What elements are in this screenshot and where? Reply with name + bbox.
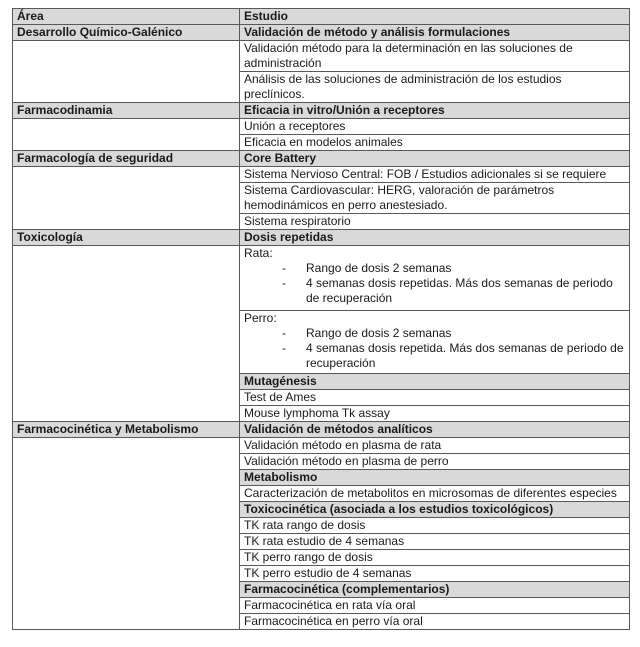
study-subheading: Farmacocinética (complementarios): [240, 582, 630, 598]
section-row: [13, 151, 630, 167]
table-header-row: [13, 9, 630, 25]
study-item: Sistema Cardiovascular: HERG, valoración de parámetros hemodinámicos en perro anestesiado.: [240, 183, 630, 214]
rata-block: [240, 246, 630, 311]
study-item: TK rata estudio de 4 semanas: [240, 534, 630, 550]
study-item: Farmacocinética en perro vía oral: [240, 614, 630, 630]
dash-bullet: -: [282, 326, 286, 340]
study-item: TK rata rango de dosis: [240, 518, 630, 534]
study-table: [12, 8, 630, 630]
area-label: Farmacodinamia: [13, 103, 240, 119]
section-row: [13, 422, 630, 438]
list-item: [244, 326, 625, 341]
header-estudio: Estudio: [240, 9, 630, 25]
list-item-text: Rango de dosis 2 semanas: [306, 261, 452, 275]
study-item: Sistema Nervioso Central: FOB / Estudios adicionales si se requiere: [240, 167, 630, 183]
study-item: TK perro rango de dosis: [240, 550, 630, 566]
area-label: Farmacocinética y Metabolismo: [13, 422, 240, 438]
study-item: Mouse lymphoma Tk assay: [240, 406, 630, 422]
section-row: [13, 230, 630, 246]
list-item-text: Rango de dosis 2 semanas: [306, 326, 452, 340]
area-label: Desarrollo Químico-Galénico: [13, 25, 240, 41]
study-item: Validación método para la determinación en las soluciones de administración: [240, 41, 630, 72]
list-item: [244, 341, 625, 371]
table-row: [13, 438, 630, 454]
study-item: Unión a receptores: [240, 119, 630, 135]
area-spacer: [13, 119, 240, 151]
header-area: Área: [13, 9, 240, 25]
study-heading: Eficacia in vitro/Unión a receptores: [240, 103, 630, 119]
table-row: [13, 119, 630, 135]
study-item: Análisis de las soluciones de administración de los estudios preclínicos.: [240, 72, 630, 103]
dash-bullet: -: [282, 261, 286, 275]
area-spacer: [13, 246, 240, 422]
table-row: [13, 246, 630, 311]
study-item: Eficacia en modelos animales: [240, 135, 630, 151]
section-row: [13, 25, 630, 41]
study-item: Caracterización de metabolitos en microsomas de diferentes especies: [240, 486, 630, 502]
list-item: [244, 261, 625, 276]
study-item: Validación método en plasma de rata: [240, 438, 630, 454]
table-row: [13, 167, 630, 183]
dash-bullet: -: [282, 276, 286, 290]
study-heading: Validación de métodos analíticos: [240, 422, 630, 438]
study-subheading: Mutagénesis: [240, 374, 630, 390]
study-subheading: Metabolismo: [240, 470, 630, 486]
section-row: [13, 103, 630, 119]
perro-label: Perro:: [244, 311, 277, 325]
study-heading: Validación de método y análisis formulaciones: [240, 25, 630, 41]
study-heading: Dosis repetidas: [240, 230, 630, 246]
dash-bullet: -: [282, 341, 286, 355]
table-row: [13, 41, 630, 72]
area-spacer: [13, 438, 240, 630]
study-item: Validación método en plasma de perro: [240, 454, 630, 470]
area-spacer: [13, 41, 240, 103]
list-item-text: 4 semanas dosis repetidas. Más dos semanas de periodo de recuperación: [306, 276, 613, 305]
list-item: [244, 276, 625, 306]
study-heading: Core Battery: [240, 151, 630, 167]
perro-block: [240, 311, 630, 374]
study-subheading: Toxicocinética (asociada a los estudios toxicológicos): [240, 502, 630, 518]
area-spacer: [13, 167, 240, 230]
study-item: TK perro estudio de 4 semanas: [240, 566, 630, 582]
area-label: Toxicología: [13, 230, 240, 246]
area-label: Farmacología de seguridad: [13, 151, 240, 167]
rata-label: Rata:: [244, 246, 273, 260]
study-item: Sistema respiratorio: [240, 214, 630, 230]
study-item: Farmacocinética en rata vía oral: [240, 598, 630, 614]
study-item: Test de Ames: [240, 390, 630, 406]
list-item-text: 4 semanas dosis repetida. Más dos semanas de periodo de recuperación: [306, 341, 624, 370]
